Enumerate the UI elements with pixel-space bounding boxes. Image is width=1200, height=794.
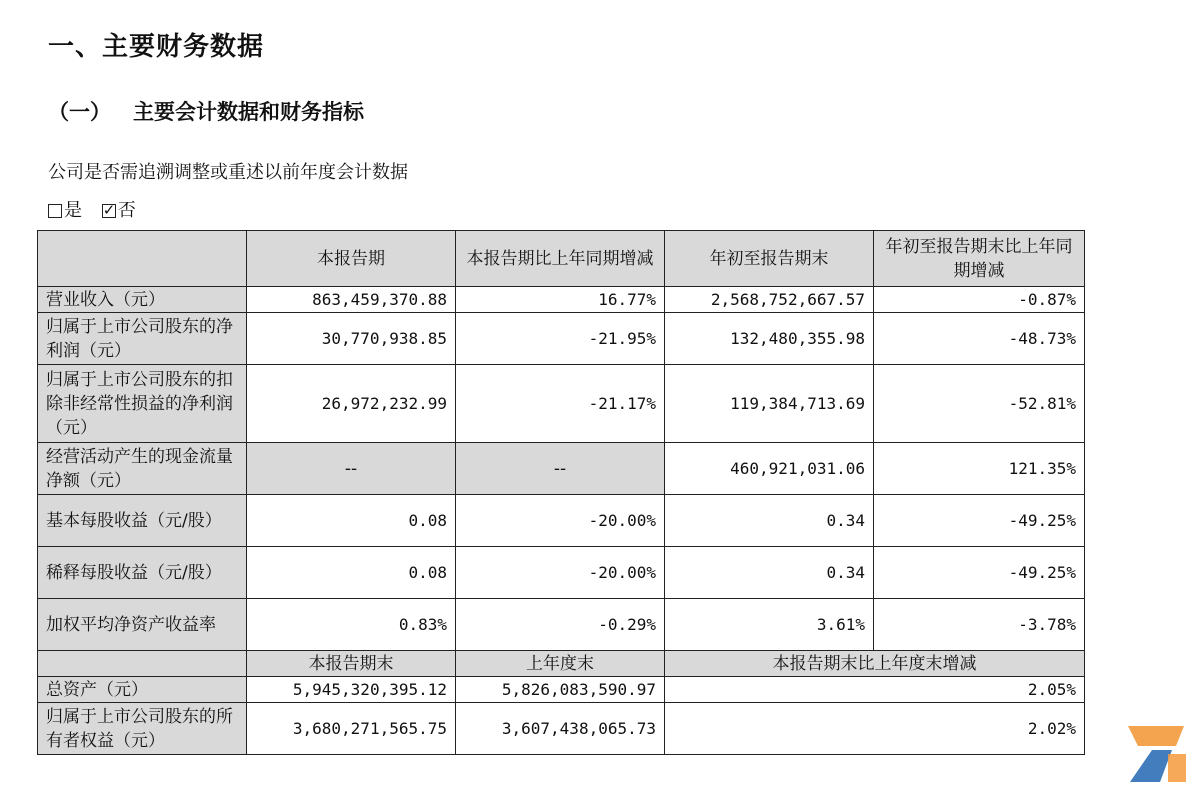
row-value: 3.61% [665, 599, 874, 651]
row-value: 2,568,752,667.57 [665, 287, 874, 313]
row-value: 3,680,271,565.75 [247, 703, 456, 755]
table-row [38, 677, 1085, 703]
subsection-title-text: 主要会计数据和财务指标 [133, 100, 364, 124]
choice-yes-label: 是 [64, 200, 82, 221]
row-value: -49.25% [874, 547, 1085, 599]
subsection-number: （一） [48, 100, 111, 124]
row-value: -21.95% [456, 313, 665, 365]
row-label: 营业收入（元） [38, 287, 247, 313]
row-value: 5,826,083,590.97 [456, 677, 665, 703]
row-label: 总资产（元） [38, 677, 247, 703]
row-value: 26,972,232.99 [247, 365, 456, 443]
row-label: 基本每股收益（元/股） [38, 495, 247, 547]
table-row [38, 547, 1085, 599]
header-current-period-change: 本报告期比上年同期增减 [456, 231, 665, 287]
header-current-period: 本报告期 [247, 231, 456, 287]
row-value: -- [456, 443, 665, 495]
row-value: 0.34 [665, 547, 874, 599]
table-row [38, 703, 1085, 755]
row-value: 16.77% [456, 287, 665, 313]
section-title: 一、主要财务数据 [48, 32, 265, 62]
row-label: 归属于上市公司股东的所有者权益（元） [38, 703, 247, 755]
watermark-logo-icon [1124, 724, 1188, 784]
table1-header-row [38, 231, 1085, 287]
row-value: -52.81% [874, 365, 1085, 443]
row-label: 加权平均净资产收益率 [38, 599, 247, 651]
row-value: 119,384,713.69 [665, 365, 874, 443]
row-value: -- [247, 443, 456, 495]
choice-yes[interactable] [48, 200, 82, 221]
restatement-question: 公司是否需追溯调整或重述以前年度会计数据 [48, 162, 408, 183]
row-value: 5,945,320,395.12 [247, 677, 456, 703]
logo-orange-corner-icon [1168, 754, 1186, 782]
subsection-title [48, 96, 364, 126]
row-value: -21.17% [456, 365, 665, 443]
row-value: 132,480,355.98 [665, 313, 874, 365]
table2-header-row [38, 651, 1085, 677]
row-value: 3,607,438,065.73 [456, 703, 665, 755]
logo-orange-shape-icon [1128, 726, 1184, 746]
choice-no[interactable] [102, 200, 136, 221]
table-row [38, 599, 1085, 651]
logo-blue-shape-icon [1130, 750, 1172, 782]
row-label: 经营活动产生的现金流量净额（元） [38, 443, 247, 495]
row-value: -0.87% [874, 287, 1085, 313]
row-value: -3.78% [874, 599, 1085, 651]
header-period-end-change: 本报告期末比上年度末增减 [665, 651, 1085, 677]
table-row [38, 443, 1085, 495]
row-label: 归属于上市公司股东的扣除非经常性损益的净利润（元） [38, 365, 247, 443]
row-value: 2.02% [665, 703, 1085, 755]
row-value: 0.34 [665, 495, 874, 547]
row-value: -49.25% [874, 495, 1085, 547]
header-ytd: 年初至报告期末 [665, 231, 874, 287]
table-row [38, 495, 1085, 547]
choice-no-label: 否 [117, 200, 136, 221]
row-value: 0.83% [247, 599, 456, 651]
header-period-end: 本报告期末 [247, 651, 456, 677]
row-value: 863,459,370.88 [247, 287, 456, 313]
row-value: 121.35% [874, 443, 1085, 495]
row-value: -48.73% [874, 313, 1085, 365]
row-value: 0.08 [247, 495, 456, 547]
header-ytd-change: 年初至报告期末比上年同期增减 [874, 231, 1085, 287]
row-value: -20.00% [456, 547, 665, 599]
header-prior-year-end: 上年度末 [456, 651, 665, 677]
row-value: 0.08 [247, 547, 456, 599]
row-label: 归属于上市公司股东的净利润（元） [38, 313, 247, 365]
table-row [38, 313, 1085, 365]
checkbox-yes-icon[interactable] [48, 204, 62, 218]
table2-header-blank [38, 651, 247, 677]
table-row [38, 287, 1085, 313]
row-value: 2.05% [665, 677, 1085, 703]
table1-header-blank [38, 231, 247, 287]
row-value: 460,921,031.06 [665, 443, 874, 495]
financial-data-table [37, 230, 1085, 755]
table-row [38, 365, 1085, 443]
row-label: 稀释每股收益（元/股） [38, 547, 247, 599]
checkbox-no-checked-icon[interactable] [102, 204, 116, 218]
row-value: 30,770,938.85 [247, 313, 456, 365]
restatement-choices [48, 196, 150, 222]
row-value: -20.00% [456, 495, 665, 547]
row-value: -0.29% [456, 599, 665, 651]
